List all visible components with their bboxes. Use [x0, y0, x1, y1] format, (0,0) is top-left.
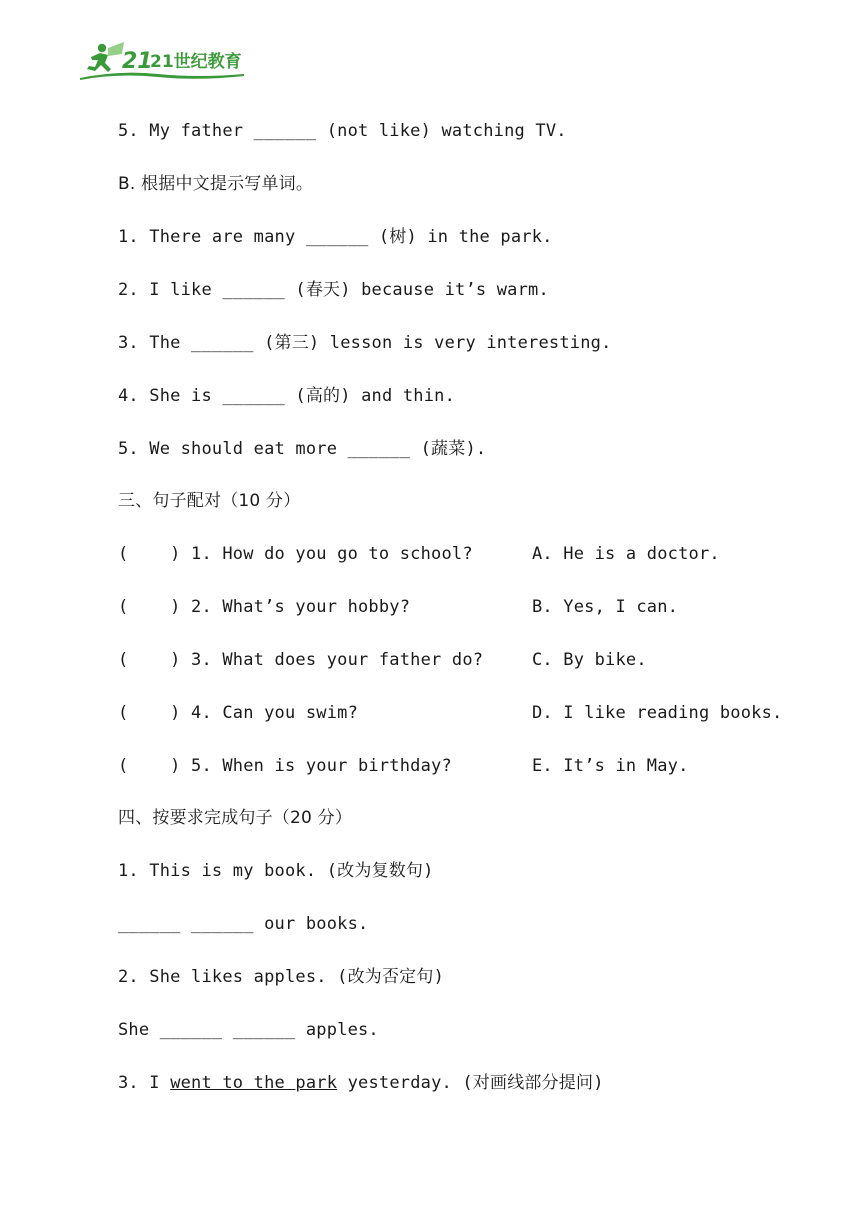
section-3-title: 三、句子配对（10 分）: [118, 491, 301, 511]
question-b1: 1. There are many ______ (树) in the park.: [118, 227, 553, 247]
question-b3: 3. The ______ (第三) lesson is very interesting.: [118, 333, 612, 353]
question-4-3-suffix: yesterday. (对画线部分提问): [337, 1073, 604, 1093]
match-left-2: ( ) 2. What’s your hobby?: [118, 597, 411, 617]
site-logo: [78, 38, 248, 84]
question-b5: 5. We should eat more ______ (蔬菜).: [118, 439, 487, 459]
question-b4: 4. She is ______ (高的) and thin.: [118, 386, 456, 406]
match-right-c: C. By bike.: [532, 650, 647, 670]
answer-4-2: She ______ ______ apples.: [118, 1020, 379, 1040]
underlined-phrase: went to the park: [170, 1073, 338, 1093]
match-left-1: ( ) 1. How do you go to school?: [118, 544, 473, 564]
match-right-a: A. He is a doctor.: [532, 544, 720, 564]
question-b2: 2. I like ______ (春天) because it’s warm.: [118, 280, 549, 300]
question-4-3: [118, 1072, 604, 1094]
match-right-d: D. I like reading books.: [532, 703, 783, 723]
question-4-3-prefix: 3. I: [118, 1073, 171, 1093]
section-4-title: 四、按要求完成句子（20 分）: [118, 808, 353, 828]
match-right-e: E. It’s in May.: [532, 756, 689, 776]
question-a5: 5. My father ______ (not like) watching TV.: [118, 121, 567, 141]
match-left-3: ( ) 3. What does your father do?: [118, 650, 484, 670]
match-left-5: ( ) 5. When is your birthday?: [118, 756, 452, 776]
runner-logo-icon: [78, 38, 248, 84]
answer-4-1: ______ ______ our books.: [118, 914, 369, 934]
question-4-1: 1. This is my book. (改为复数句): [118, 861, 434, 881]
logo-text: 21世纪教育: [150, 52, 242, 72]
svg-text:21: 21: [122, 49, 153, 74]
section-b-title: B. 根据中文提示写单词。: [118, 174, 314, 194]
match-right-b: B. Yes, I can.: [532, 597, 679, 617]
match-left-4: ( ) 4. Can you swim?: [118, 703, 359, 723]
question-4-2: 2. She likes apples. (改为否定句): [118, 967, 445, 987]
